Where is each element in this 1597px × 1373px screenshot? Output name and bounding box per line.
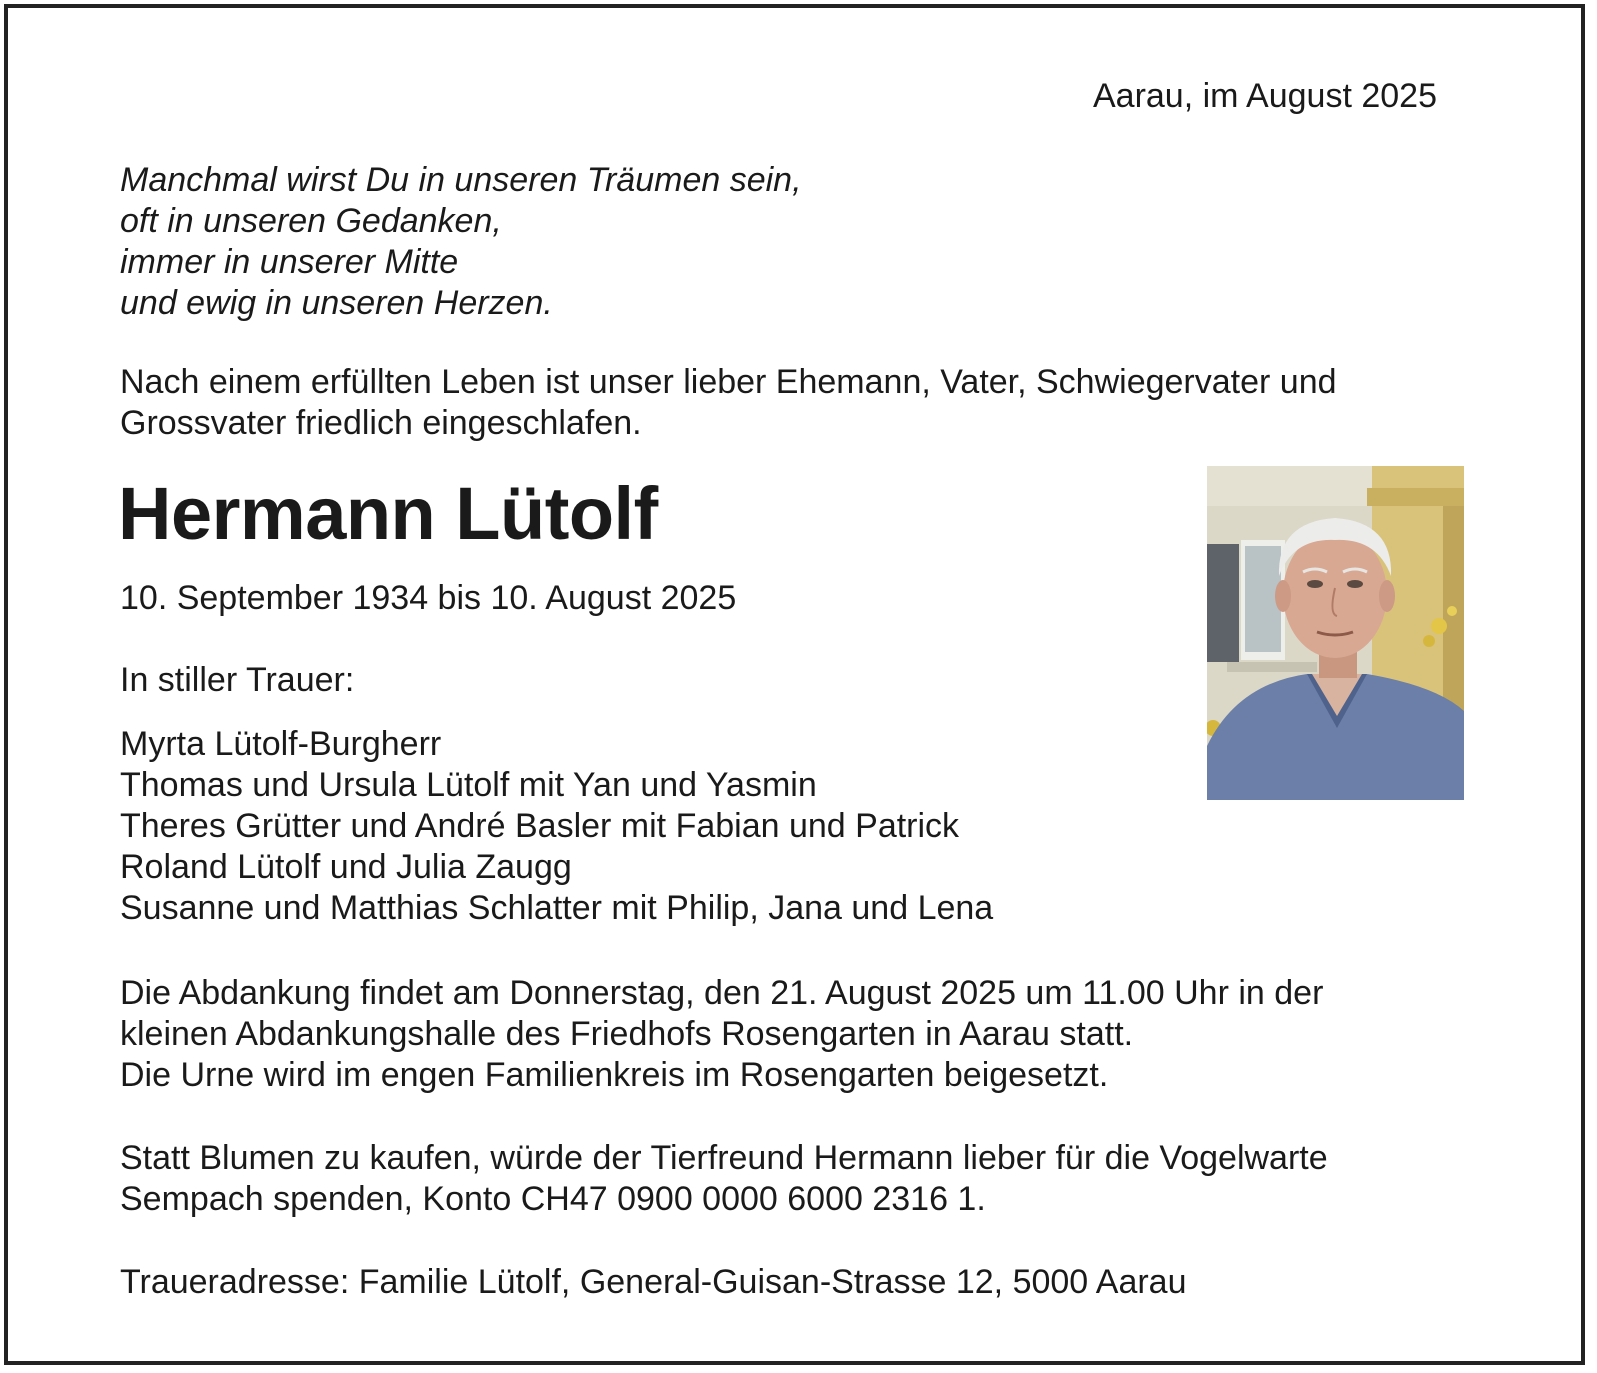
family-member: Susanne und Matthias Schlatter mit Philip, Jana und Lena bbox=[120, 889, 994, 927]
poem-line: und ewig in unseren Herzen. bbox=[120, 284, 553, 322]
deceased-name: Hermann Lütolf bbox=[118, 472, 658, 555]
portrait-photo bbox=[1207, 466, 1464, 800]
lifespan-dates: 10. September 1934 bis 10. August 2025 bbox=[120, 579, 737, 617]
poem-line: immer in unserer Mitte bbox=[120, 243, 459, 281]
intro-text bbox=[120, 362, 1337, 444]
family-member: Myrta Lütolf-Burgherr bbox=[120, 725, 442, 763]
family-member: Roland Lütolf und Julia Zaugg bbox=[120, 848, 572, 886]
donation-line: Sempach spenden, Konto CH47 0900 0000 6000 2316 1. bbox=[120, 1180, 986, 1218]
donation-info bbox=[120, 1138, 1328, 1220]
intro-line: Grossvater friedlich eingeschlafen. bbox=[120, 404, 642, 442]
funeral-line: Die Urne wird im engen Familienkreis im Rosengarten beigesetzt. bbox=[120, 1056, 1109, 1094]
intro-line: Nach einem erfüllten Leben ist unser lieber Ehemann, Vater, Schwiegervater und bbox=[120, 363, 1337, 401]
family-member: Thomas und Ursula Lütolf mit Yan und Yasmin bbox=[120, 766, 817, 804]
mourning-label: In stiller Trauer: bbox=[120, 661, 355, 699]
poem-line: Manchmal wirst Du in unseren Träumen sein, bbox=[120, 161, 802, 199]
funeral-line: Die Abdankung findet am Donnerstag, den 21. August 2025 um 11.00 Uhr in der bbox=[120, 974, 1324, 1012]
family-member: Theres Grütter und André Basler mit Fabian und Patrick bbox=[120, 807, 960, 845]
funeral-line: kleinen Abdankungshalle des Friedhofs Rosengarten in Aarau statt. bbox=[120, 1015, 1134, 1053]
poem-line: oft in unseren Gedanken, bbox=[120, 202, 502, 240]
mourning-address: Traueradresse: Familie Lütolf, General-Guisan-Strasse 12, 5000 Aarau bbox=[120, 1263, 1187, 1301]
donation-line: Statt Blumen zu kaufen, würde der Tierfreund Hermann lieber für die Vogelwarte bbox=[120, 1139, 1328, 1177]
family-list bbox=[120, 724, 993, 929]
memorial-poem bbox=[120, 160, 802, 324]
funeral-info bbox=[120, 973, 1323, 1096]
place-date: Aarau, im August 2025 bbox=[1092, 77, 1437, 115]
